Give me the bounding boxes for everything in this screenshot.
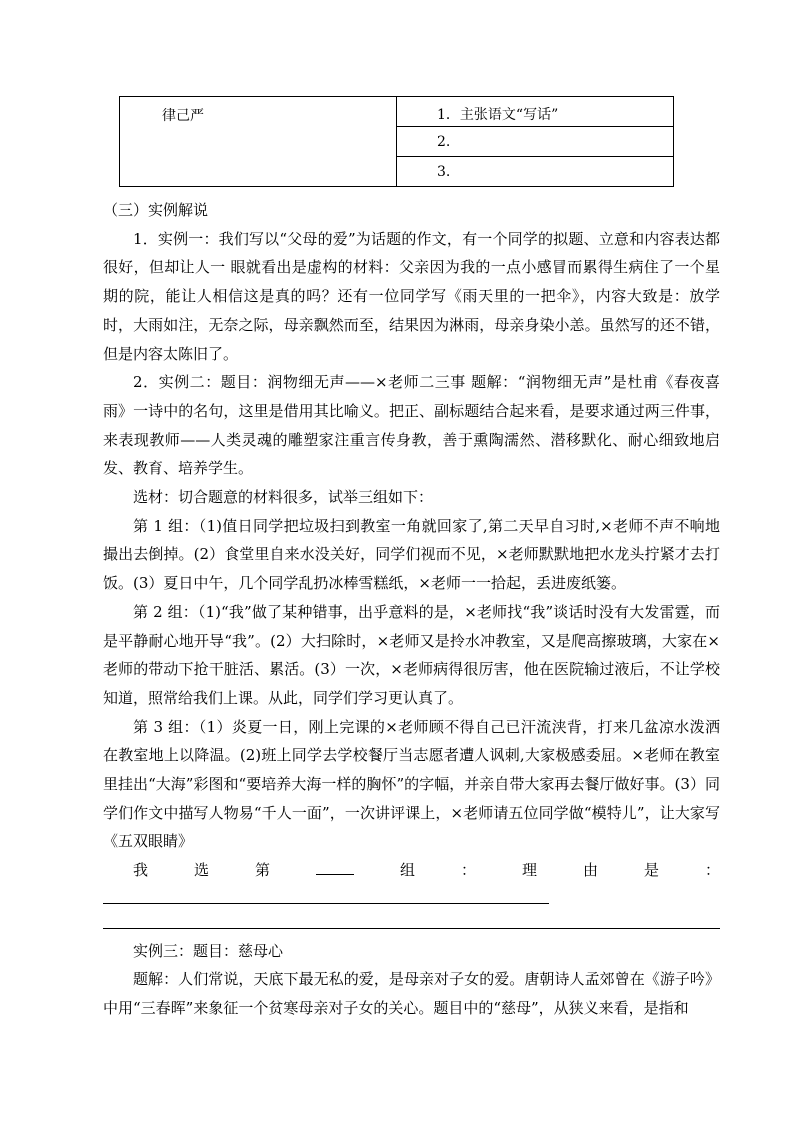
section-heading — [103, 196, 720, 225]
example-2-paragraph: 2．实例二：题目：润物细无声——×老师二三事 题解：“润物细无声”是杜甫《春夜喜雨》一诗中的名句，这里是借用其比喻义。把正、副标题结合起来看，是要求通过两三件事，来表现教师——人类灵魂的雕塑家注重言传身教，善于熏陶濡然、潜移默化、耐心细致地启发、教育、培养学生。 — [103, 373, 720, 478]
reason-blank[interactable] — [103, 885, 549, 904]
selection-paragraph: 选材：切合题意的材料很多，试举三组如下： — [133, 488, 434, 507]
table-row-2 — [397, 127, 674, 157]
table-item-1: 1．主张语文“写话” — [437, 107, 559, 123]
example-1-paragraph: 1．实例一：我们写以“父母的爱”为话题的作文，有一个同学的拟题、立意和内容表达都很好，但却让人一 眼就看出是虚构的材料：父亲因为我的一点小感冒而累得生病住了一个星期的院，能让人相信这是真的吗？还有一位同学写《雨天里的一把伞》，内容大致是：放学时，大雨如注，无奈之际，母亲飘然而至，结果因为淋雨，母亲身染小恙。虽然写的还不错，但是内容太陈旧了。 — [103, 229, 720, 363]
table-row-3 — [397, 157, 674, 187]
table-row-1 — [397, 97, 674, 127]
group-1-paragraph: 第 1 组：（1)值日同学把垃圾扫到教室一角就回家了,第二天早自习时,×老师不声不响地撮出去倒掉。(2）食堂里自来水没关好，同学们视而不见，×老师默默地把水龙头拧紧才去打饭。(3）夏日中午，几个同学乱扔冰棒雪糕纸，×老师一一拾起，丢进废纸篓。 — [103, 516, 720, 593]
table-item-3: 3. — [437, 164, 451, 180]
group-2-paragraph: 第 2 组：（1)“我”做了某种错事，出乎意料的是，×老师找“我”谈话时没有大发雷霆，而是平静耐心地开导“我”。(2）大扫除时，×老师又是拎水冲教室，又是爬高擦玻璃，大家在×老师的带动下抢干脏活、累活。(3）一次，×老师病得很厉害，他在医院输过液后，不让学校知道，照常给我们上课。从此，同学们学习更认真了。 — [103, 602, 720, 707]
choice-suffix: 组：理由是： — [354, 861, 720, 880]
group-number-blank[interactable] — [316, 856, 354, 875]
example-3-paragraph: 题解：人们常说，天底下最无私的爱，是母亲对子女的爱。唐朝诗人孟郊曾在《游子吟》中用“三春晖”来象征一个贫寒母亲对子女的关心。题目中的“慈母”，从狭义来看，是指和 — [103, 970, 720, 1017]
table-left-cell — [120, 97, 397, 187]
reason-blank-line-2[interactable] — [103, 928, 720, 929]
table-left-label: 律己严 — [162, 108, 204, 124]
example-3-title: 实例三：题目：慈母心 — [133, 941, 284, 960]
choice-prefix: 我选第 — [133, 861, 316, 880]
main-content — [103, 196, 720, 1023]
example-table — [119, 96, 674, 187]
group-3-paragraph: 第 3 组：（1）炎夏一日，刚上完课的×老师顾不得自己已汗流浃背，打来几盆凉水泼洒在教室地上以降温。(2)班上同学去学校餐厅当志愿者遭人讽刺,大家极感委屈。×老师在教室里挂出“大海”彩图和“要培养大海一样的胸怀”的字幅，并亲自带大家再去餐厅做好事。(3）同学们作文中描写人物易“千人一面”，一次讲评课上，×老师请五位同学做“模特儿”，让大家写《五双眼睛》 — [103, 717, 720, 851]
section-heading-text: （三）实例解说 — [103, 201, 209, 219]
choice-line — [103, 856, 720, 913]
table-item-2: 2. — [437, 134, 451, 150]
